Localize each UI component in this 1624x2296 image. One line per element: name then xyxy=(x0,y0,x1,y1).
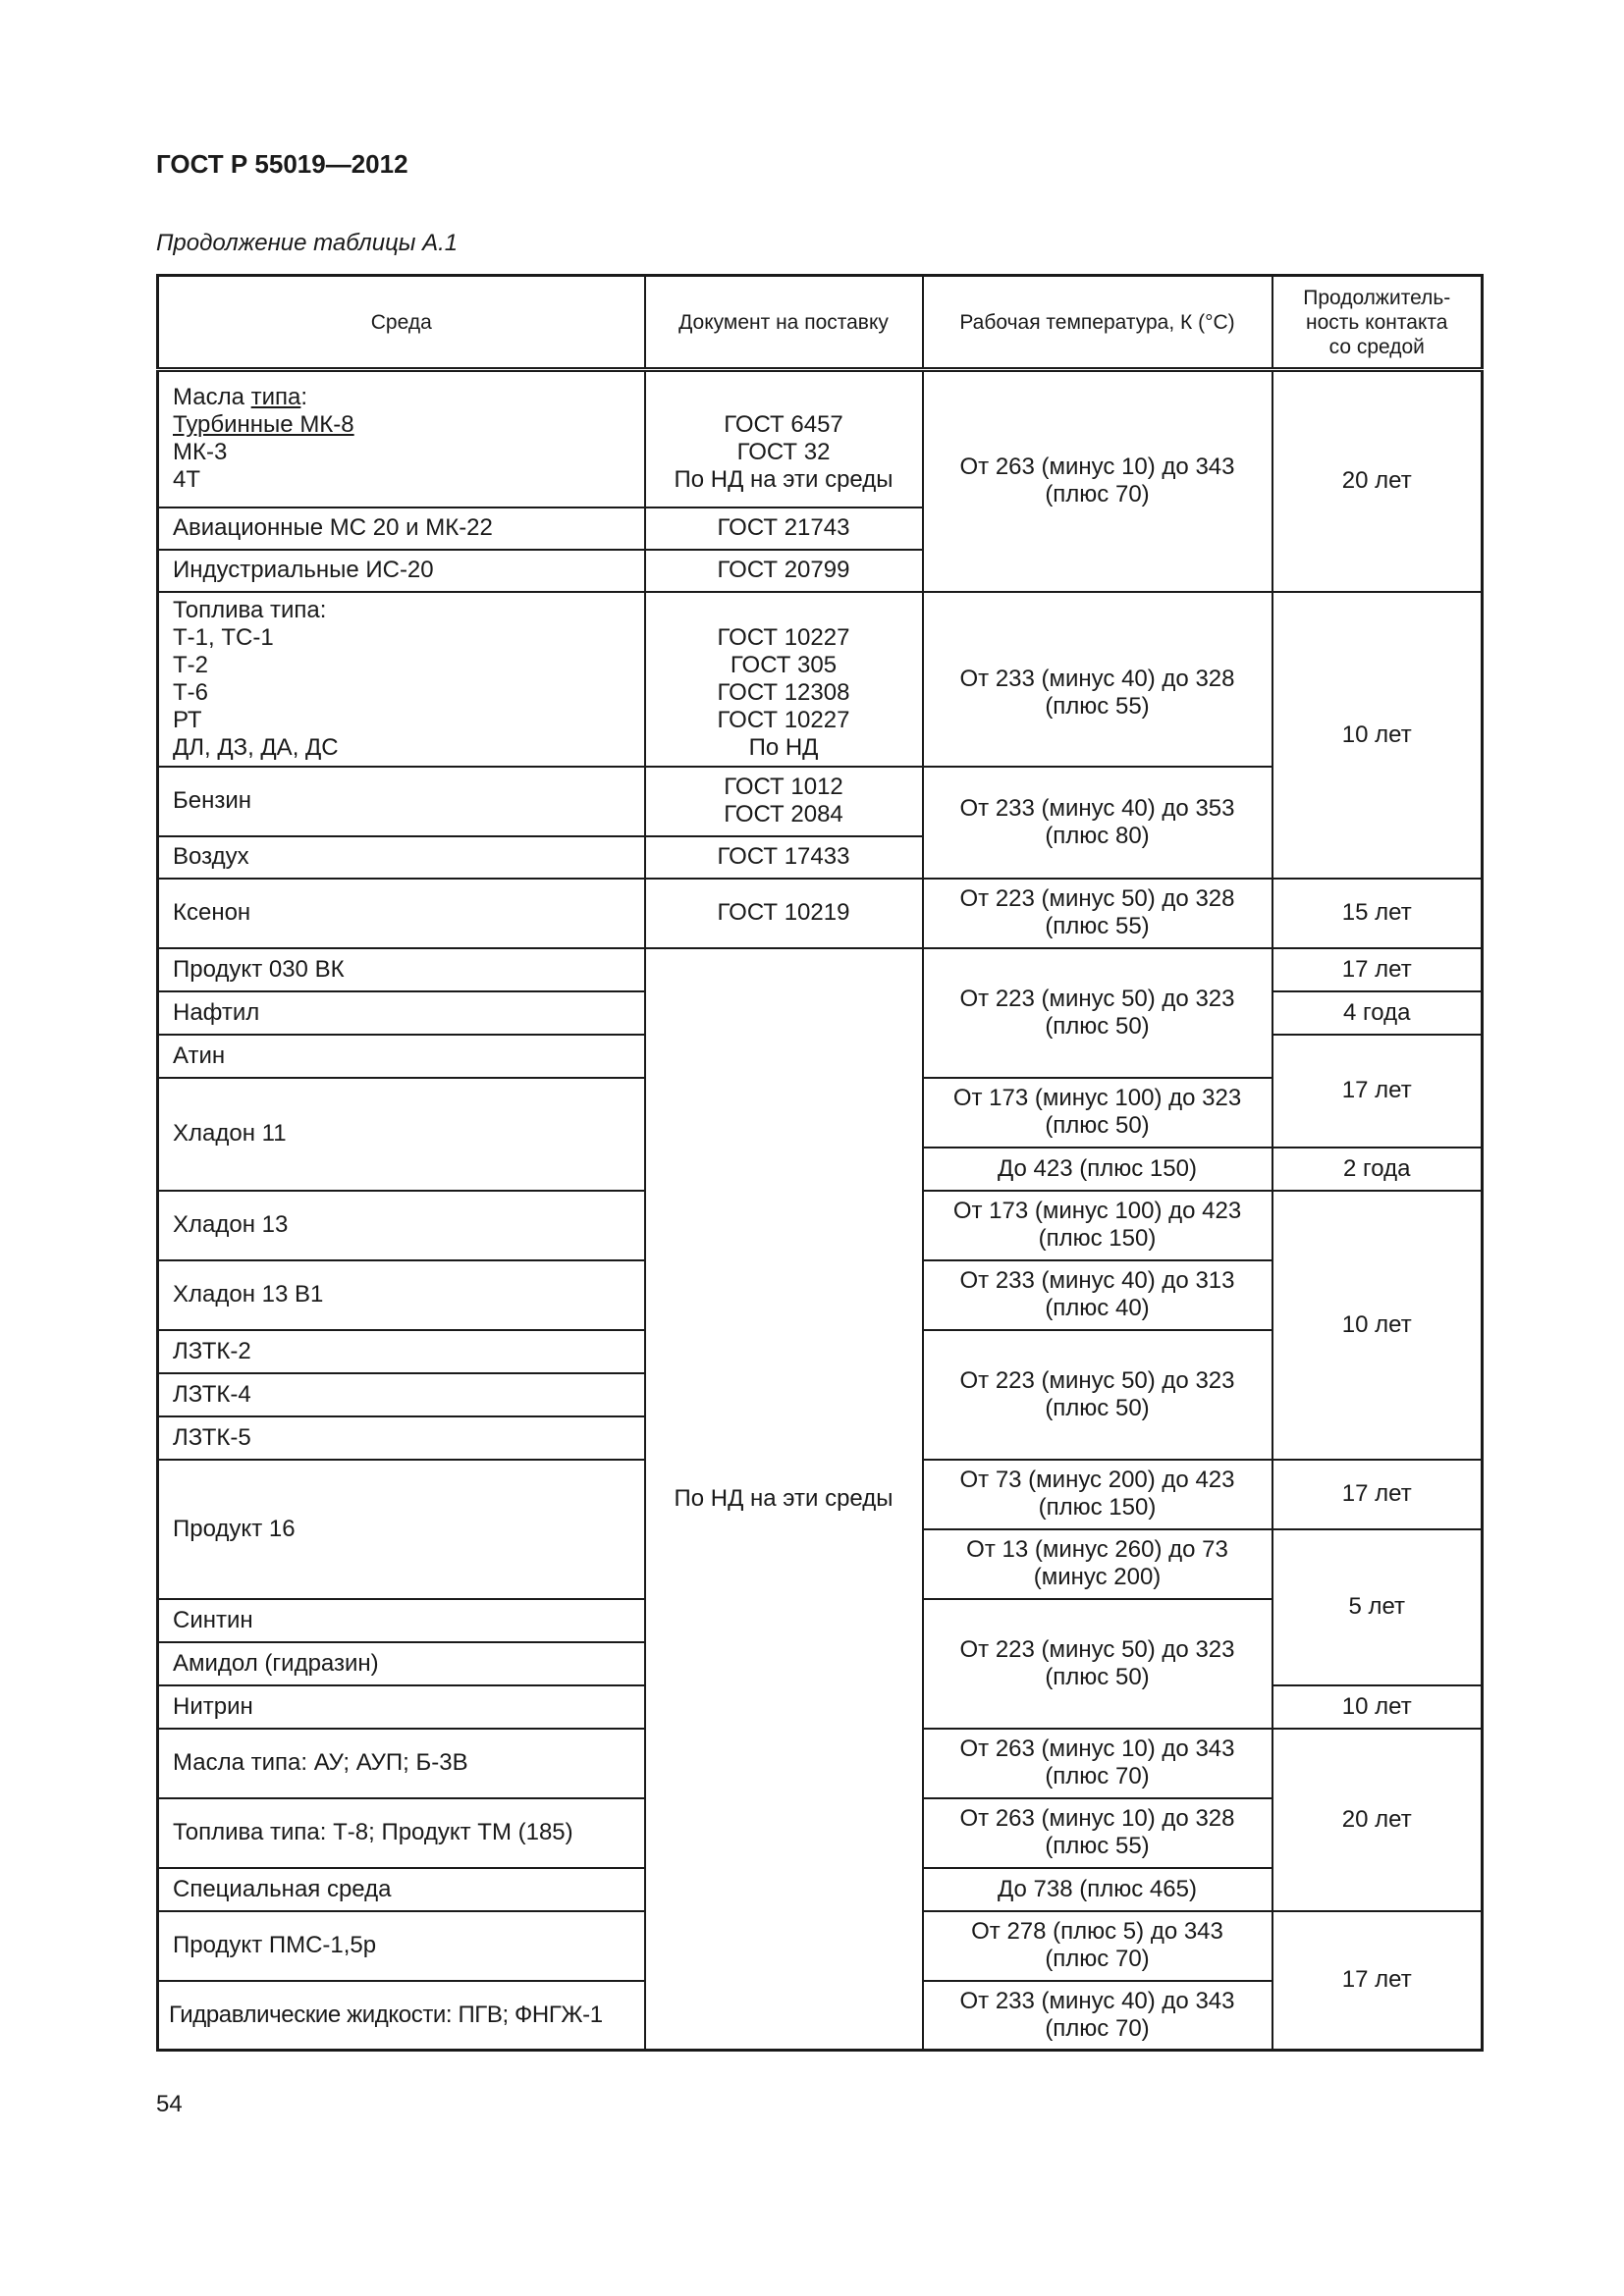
cell-medium-atin: Атин xyxy=(158,1035,645,1078)
cell-medium-sintin: Синтин xyxy=(158,1599,645,1642)
temp-line: (плюс 55) xyxy=(1045,1833,1150,1859)
document-title: ГОСТ Р 55019—2012 xyxy=(156,149,408,179)
cell-duration-nitrin: 10 лет xyxy=(1272,1685,1483,1729)
table-row xyxy=(158,592,1483,767)
cell-document-nd-merged: По НД на эти среды xyxy=(645,948,923,2051)
temp-line: (плюс 70) xyxy=(1045,481,1150,508)
cell-duration-fuels: 10 лет xyxy=(1272,592,1483,879)
cell-medium-fuels xyxy=(158,592,645,767)
cell-medium-fuel-t8: Топлива типа: Т-8; Продукт ТМ (185) xyxy=(158,1798,645,1868)
cell-medium-amidol: Амидол (гидразин) xyxy=(158,1642,645,1685)
cell-temperature-oils-au xyxy=(923,1729,1272,1798)
oils-heading-underlined: типа xyxy=(250,384,301,411)
cell-temperature-oils xyxy=(923,370,1272,592)
temp-line: От 13 (минус 260) до 73 xyxy=(966,1536,1228,1563)
oils-heading-colon: : xyxy=(300,384,308,411)
cell-duration-oils-au: 20 лет xyxy=(1272,1729,1483,1911)
cell-temperature-pms xyxy=(923,1911,1272,1981)
cell-temperature-special: До 738 (плюс 465) xyxy=(923,1868,1272,1911)
temp-line: (плюс 70) xyxy=(1045,1763,1150,1789)
column-header-document: Документ на поставку xyxy=(645,276,923,370)
temp-line: (плюс 50) xyxy=(1045,1394,1150,1421)
fuel-item: Т-6 xyxy=(173,678,208,706)
cell-medium-industrial: Индустриальные ИС-20 xyxy=(158,550,645,592)
temp-line: (плюс 80) xyxy=(1045,822,1150,849)
doc-gost: ГОСТ 6457 xyxy=(724,411,843,439)
temp-line: От 173 (минус 100) до 423 xyxy=(952,1198,1242,1224)
cell-temperature-lztk xyxy=(923,1330,1272,1460)
oil-turbine: Турбинные МК-8 xyxy=(173,411,354,439)
cell-medium-benzin: Бензин xyxy=(158,767,645,836)
fuel-item: Т-1, ТС-1 xyxy=(173,623,274,651)
temp-line: От 223 (минус 50) до 323 xyxy=(959,1366,1235,1394)
column-header-temperature: Рабочая температура, К (°С) xyxy=(923,276,1272,370)
table-caption: Продолжение таблицы А.1 xyxy=(156,230,459,256)
cell-duration-oils: 20 лет xyxy=(1272,370,1483,592)
cell-document-benzin xyxy=(645,767,923,836)
table-row xyxy=(158,370,1483,507)
fuel-item: ДЛ, ДЗ, ДА, ДС xyxy=(173,733,339,761)
oil-mk3: МК-3 xyxy=(173,439,228,466)
cell-medium-lztk-2: ЛЗТК-2 xyxy=(158,1330,645,1373)
cell-temperature-hydraulic xyxy=(923,1981,1272,2051)
temp-line: От 233 (минус 40) до 313 xyxy=(959,1267,1235,1294)
temp-line: (плюс 55) xyxy=(1045,692,1150,720)
temp-line: От 263 (минус 10) до 328 xyxy=(959,1805,1235,1832)
cell-medium-freon-13b1: Хладон 13 В1 xyxy=(158,1260,645,1330)
cell-medium-freon-13: Хладон 13 xyxy=(158,1191,645,1260)
doc-gost: ГОСТ 10227 xyxy=(717,623,850,651)
page-number: 54 xyxy=(156,2091,183,2117)
temp-line: (плюс 70) xyxy=(1045,1946,1150,1972)
temp-line: (плюс 150) xyxy=(1038,1225,1157,1252)
fuel-heading: Топлива типа: xyxy=(173,596,327,623)
oils-heading-text: Масла xyxy=(173,384,251,411)
temp-line: От 263 (минус 10) до 343 xyxy=(959,454,1235,481)
doc-gost: ГОСТ 12308 xyxy=(717,678,850,706)
column-header-medium: Среда xyxy=(158,276,645,370)
temp-line: От 278 (плюс 5) до 343 xyxy=(971,1918,1223,1945)
cell-medium-lztk-4: ЛЗТК-4 xyxy=(158,1373,645,1416)
cell-medium-xenon: Ксенон xyxy=(158,879,645,948)
cell-document-oils xyxy=(645,370,923,507)
cell-duration-5-years: 5 лет xyxy=(1272,1529,1483,1685)
oil-4t: 4Т xyxy=(173,466,201,494)
temp-line: (плюс 50) xyxy=(1045,1012,1150,1040)
cell-temperature-fuel-t8 xyxy=(923,1798,1272,1868)
cell-temperature-product-16-a xyxy=(923,1460,1272,1529)
temp-line: От 233 (минус 40) до 328 xyxy=(959,665,1235,692)
materials-table xyxy=(156,274,1484,2052)
cell-medium-pms: Продукт ПМС-1,5р xyxy=(158,1911,645,1981)
cell-duration-product-16: 17 лет xyxy=(1272,1460,1483,1529)
temp-line: (плюс 150) xyxy=(1038,1494,1157,1521)
duration-header-line: Продолжитель- xyxy=(1303,286,1451,309)
cell-medium-product-16: Продукт 16 xyxy=(158,1460,645,1599)
cell-temperature-freon-11 xyxy=(923,1078,1272,1148)
column-header-duration xyxy=(1272,276,1483,370)
cell-duration-naftil: 4 года xyxy=(1272,991,1483,1035)
temp-line: (плюс 50) xyxy=(1045,1112,1150,1139)
cell-medium-nitrin: Нитрин xyxy=(158,1685,645,1729)
cell-temperature-030 xyxy=(923,948,1272,1078)
cell-document-fuels xyxy=(645,592,923,767)
fuel-item: Т-2 xyxy=(173,651,208,678)
temp-line: (плюс 70) xyxy=(1045,2014,1150,2042)
cell-duration-freon-11: 2 года xyxy=(1272,1148,1483,1191)
cell-document-industrial: ГОСТ 20799 xyxy=(645,550,923,592)
temp-line: (минус 200) xyxy=(1033,1564,1162,1590)
temp-line: От 73 (минус 200) до 423 xyxy=(959,1467,1235,1493)
cell-duration-pms: 17 лет xyxy=(1272,1911,1483,2051)
table-row xyxy=(158,948,1483,991)
temp-line: От 233 (минус 40) до 353 xyxy=(959,794,1235,822)
cell-temperature-benzin xyxy=(923,767,1272,879)
cell-temperature-sintin xyxy=(923,1599,1272,1729)
temp-line: От 173 (минус 100) до 323 xyxy=(952,1085,1242,1111)
cell-temperature-xenon xyxy=(923,879,1272,948)
cell-medium-oils xyxy=(158,370,645,507)
temp-line: От 223 (минус 50) до 323 xyxy=(959,1635,1235,1663)
cell-medium-lztk-5: ЛЗТК-5 xyxy=(158,1416,645,1460)
temp-line: (плюс 50) xyxy=(1045,1663,1150,1690)
cell-duration-xenon: 15 лет xyxy=(1272,879,1483,948)
cell-medium-freon-11: Хладон 11 xyxy=(158,1078,645,1191)
cell-temperature-freon-11-high: До 423 (плюс 150) xyxy=(923,1148,1272,1191)
cell-document-aviation: ГОСТ 21743 xyxy=(645,507,923,550)
table-row xyxy=(158,879,1483,948)
cell-temperature-freon-13b1 xyxy=(923,1260,1272,1330)
cell-duration-atin: 17 лет xyxy=(1272,1035,1483,1148)
doc-nd: По НД xyxy=(748,733,819,761)
fuel-item: РТ xyxy=(173,706,202,733)
temp-line: От 223 (минус 50) до 328 xyxy=(959,885,1235,912)
cell-medium-special: Специальная среда xyxy=(158,1868,645,1911)
doc-gost: ГОСТ 10227 xyxy=(717,706,850,733)
temp-line: От 263 (минус 10) до 343 xyxy=(959,1735,1235,1762)
doc-nd: По НД на эти среды xyxy=(674,466,893,494)
cell-document-air: ГОСТ 17433 xyxy=(645,836,923,879)
doc-gost: ГОСТ 305 xyxy=(730,651,838,678)
cell-medium-hydraulic: Гидравлические жидкости: ПГВ; ФНГЖ-1 xyxy=(158,1981,645,2051)
oils-heading xyxy=(173,384,630,411)
cell-duration-freon-13: 10 лет xyxy=(1272,1191,1483,1460)
temp-line: (плюс 40) xyxy=(1045,1295,1150,1321)
cell-medium-naftil: Нафтил xyxy=(158,991,645,1035)
doc-gost: ГОСТ 2084 xyxy=(724,801,843,828)
cell-temperature-freon-13 xyxy=(923,1191,1272,1260)
duration-header-line: ность контакта xyxy=(1306,310,1448,334)
cell-temperature-product-16-b xyxy=(923,1529,1272,1599)
table-header-row xyxy=(158,276,1483,370)
cell-medium-oils-au: Масла типа: АУ; АУП; Б-3В xyxy=(158,1729,645,1798)
cell-temperature-fuels xyxy=(923,592,1272,767)
cell-document-xenon: ГОСТ 10219 xyxy=(645,879,923,948)
temp-line: (плюс 55) xyxy=(1045,913,1150,939)
doc-gost: ГОСТ 32 xyxy=(736,439,831,466)
cell-duration-030: 17 лет xyxy=(1272,948,1483,991)
cell-medium-air: Воздух xyxy=(158,836,645,879)
duration-header-line: со средой xyxy=(1328,335,1425,358)
temp-line: От 223 (минус 50) до 323 xyxy=(959,985,1235,1012)
cell-medium-product-030: Продукт 030 ВК xyxy=(158,948,645,991)
temp-line: От 233 (минус 40) до 343 xyxy=(959,1987,1235,2014)
doc-gost: ГОСТ 1012 xyxy=(724,774,843,800)
cell-medium-aviation: Авиационные МС 20 и МК-22 xyxy=(158,507,645,550)
